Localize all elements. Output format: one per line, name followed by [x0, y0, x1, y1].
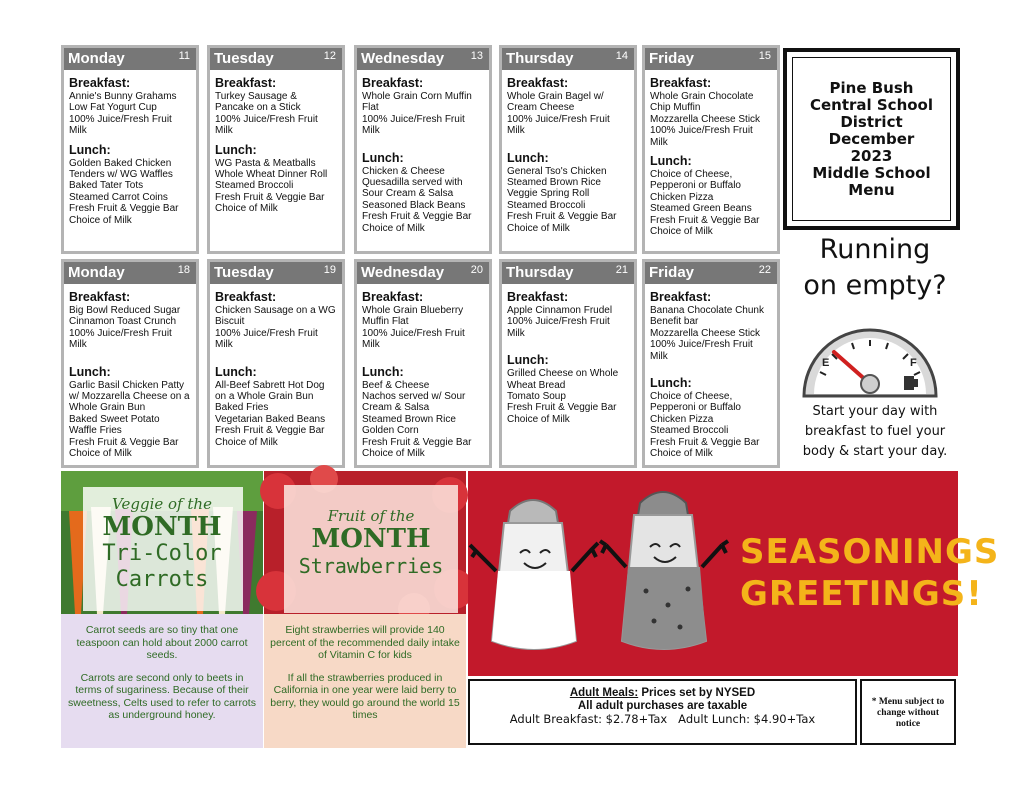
day-header [64, 48, 196, 70]
breakfast-item: 100% Juice/Fresh Fruit [215, 327, 318, 339]
veggie-title-line3: Tri-Color [102, 541, 222, 566]
lunch-item: Cream & Salsa [362, 402, 430, 414]
note-line: change without [876, 708, 940, 718]
lunch-item: Tenders w/ WG Waffles [69, 169, 173, 181]
day-header [210, 262, 342, 284]
title-line: 2023 [850, 146, 893, 165]
lunch-item: Steamed Green Beans [650, 203, 752, 215]
breakfast-label: Breakfast: [362, 76, 424, 90]
breakfast-item: Pancake on a Stick [215, 102, 301, 114]
lunch-label: Lunch: [69, 364, 111, 379]
fuel-gauge-icon [800, 322, 940, 400]
adult-prices: Adult Breakfast: $2.78+Tax Adult Lunch: $4.90+Tax [509, 712, 816, 726]
breakfast-item: 100% Juice/Fresh Fruit [69, 113, 172, 125]
day-menu [64, 284, 196, 459]
lunch-item: Pepperoni or Buffalo [650, 180, 741, 192]
breakfast-item: Milk [507, 327, 525, 339]
lunch-item: Choice of Milk [507, 222, 570, 234]
day-date: 21 [615, 264, 628, 276]
day-card-monday-11 [61, 45, 199, 254]
lunch-label: Lunch: [215, 364, 257, 379]
lunch-item: Choice of Milk [650, 226, 713, 238]
adult-taxable-note: All adult purchases are taxable [577, 700, 748, 712]
lunch-item: Choice of Milk [69, 214, 132, 226]
breakfast-item: Whole Grain Blueberry [362, 305, 464, 316]
day-menu [64, 70, 196, 226]
lunch-item: Fresh Fruit & Veggie Bar [507, 402, 617, 414]
seasonings-greetings-banner [468, 471, 1000, 676]
lunch-label: Lunch: [362, 364, 404, 379]
seasonings-line2: GREETINGS! [740, 574, 983, 614]
breakfast-item: Turkey Sausage & [215, 91, 297, 102]
day-name: Friday [649, 264, 695, 281]
gauge-empty-label: E [822, 357, 830, 369]
breakfast-item: 100% Juice/Fresh Fruit [362, 113, 465, 125]
lunch-item: Golden Baked Chicken [69, 157, 172, 169]
breakfast-item: Milk [362, 125, 380, 137]
gauge-full-label: F [910, 357, 917, 369]
title-line: District [840, 112, 903, 131]
lunch-item: Baked Fries [215, 402, 269, 414]
adult-meals-label: Adult Meals: [569, 687, 639, 699]
title-line: Central School [809, 95, 934, 114]
breakfast-item: 100% Juice/Fresh Fruit [650, 339, 753, 351]
day-date: 22 [758, 264, 771, 276]
breakfast-item: Milk [507, 125, 525, 137]
day-menu [502, 284, 634, 425]
lunch-item: Fresh Fruit & Veggie Bar [650, 214, 760, 226]
lunch-item: Sour Cream & Salsa [362, 188, 454, 200]
breakfast-label: Breakfast: [650, 76, 712, 90]
day-name: Monday [68, 264, 125, 281]
fruit-title-line1: Fruit of the [327, 507, 415, 525]
lunch-item: Fresh Fruit & Veggie Bar [69, 203, 179, 215]
breakfast-item: 100% Juice/Fresh Fruit [507, 316, 610, 328]
breakfast-item: Flat [362, 102, 379, 114]
day-card-thursday-21 [499, 259, 637, 468]
title-line: December [828, 129, 915, 148]
day-card-thursday-14 [499, 45, 637, 254]
breakfast-item: Low Fat Yogurt Cup [69, 102, 157, 114]
lunch-item: Chicken Pizza [650, 191, 714, 203]
lunch-item: Fresh Fruit & Veggie Bar [650, 436, 760, 448]
veggie-fact: Carrot seeds are so tiny that one teaspoon can hold about 2000 carrot seeds. [76, 624, 248, 661]
note-line: * Menu subject to [871, 697, 945, 707]
breakfast-item: Milk [215, 339, 233, 351]
breakfast-label: Breakfast: [69, 290, 131, 304]
lunch-item: Fresh Fruit & Veggie Bar [69, 436, 179, 448]
veggie-facts [61, 614, 263, 748]
lunch-item: General Tso's Chicken [507, 165, 607, 177]
breakfast-item: Big Bowl Reduced Sugar [69, 305, 181, 316]
day-date: 18 [177, 264, 190, 276]
breakfast-item: Muffin Flat [362, 316, 409, 328]
breakfast-label: Breakfast: [507, 290, 569, 304]
day-header [357, 48, 489, 70]
lunch-item: Steamed Broccoli [507, 199, 586, 211]
breakfast-item: Cinnamon Toast Crunch [69, 316, 177, 328]
lunch-item: Chicken & Cheese [362, 165, 445, 177]
breakfast-item: 100% Juice/Fresh Fruit [69, 327, 172, 339]
lunch-item: Choice of Milk [650, 448, 713, 460]
running-line2: on empty? [803, 270, 947, 301]
lunch-item: Steamed Carrot Coins [69, 191, 168, 203]
lunch-item: Fresh Fruit & Veggie Bar [215, 425, 325, 437]
lunch-item: Beef & Cheese [362, 379, 430, 391]
fruit-title-line3: Strawberries [298, 554, 444, 578]
day-header [645, 262, 777, 284]
day-name: Tuesday [214, 264, 274, 281]
veggie-title [81, 495, 243, 593]
running-line1: Running [819, 234, 931, 265]
day-date: 11 [178, 50, 190, 62]
day-header [64, 262, 196, 284]
day-name: Wednesday [361, 264, 445, 281]
fruit-title-line2: MONTH [311, 524, 431, 554]
lunch-item: Choice of Milk [507, 413, 570, 425]
lunch-item: Choice of Cheese, [650, 391, 733, 403]
fuel-message [790, 402, 960, 462]
breakfast-item: Milk [215, 125, 233, 137]
title-line: Menu [848, 180, 895, 199]
lunch-item: Fresh Fruit & Veggie Bar [215, 191, 325, 203]
breakfast-item: Annie's Bunny Grahams [69, 91, 177, 102]
lunch-item: Seasoned Black Beans [362, 199, 466, 211]
day-menu [502, 70, 634, 234]
veggie-title-line4: Carrots [115, 567, 209, 592]
breakfast-item: Apple Cinnamon Frudel [507, 305, 613, 316]
fruit-facts [264, 614, 466, 748]
breakfast-item: Milk [362, 339, 380, 351]
breakfast-item: Milk [650, 136, 668, 148]
breakfast-item: Cream Cheese [507, 102, 575, 114]
day-name: Monday [68, 50, 125, 67]
breakfast-item: Mozzarella Cheese Stick [650, 113, 761, 125]
lunch-item: Pepperoni or Buffalo [650, 402, 741, 414]
fuel-line: Start your day with [812, 404, 938, 419]
breakfast-item: Mozzarella Cheese Stick [650, 327, 761, 339]
breakfast-item: Chicken Sausage on a WG [215, 305, 336, 316]
menu-title-box [783, 48, 960, 230]
lunch-item: Choice of Milk [69, 448, 132, 460]
day-menu [210, 70, 342, 215]
veggie-of-the-month-image [61, 471, 263, 614]
adult-meals-nysed: Prices set by NYSED [638, 687, 756, 699]
day-card-monday-18 [61, 259, 199, 468]
day-menu [210, 284, 342, 448]
lunch-item: Nachos served w/ Sour [362, 391, 466, 403]
lunch-label: Lunch: [362, 150, 404, 165]
day-card-friday-15 [642, 45, 780, 254]
lunch-label: Lunch: [650, 154, 692, 169]
lunch-item: on a Whole Grain Bun [215, 391, 314, 403]
day-menu [357, 284, 489, 459]
breakfast-item: 100% Juice/Fresh Fruit [362, 327, 465, 339]
day-card-tuesday-12 [207, 45, 345, 254]
fuel-line: breakfast to fuel your [804, 424, 946, 439]
salt-and-pepper-shakers-icon [468, 471, 738, 676]
breakfast-label: Breakfast: [215, 290, 277, 304]
lunch-item: Veggie Spring Roll [507, 188, 590, 200]
lunch-item: Tomato Soup [507, 391, 566, 403]
running-on-empty-heading [790, 232, 960, 304]
lunch-item: Grilled Cheese on Whole [507, 368, 619, 380]
veggie-fact: Carrots are second only to beets in terms of sugariness. Because of their sweetness, Celts used to refer to carrots as underground honey. [68, 671, 256, 721]
breakfast-item: 100% Juice/Fresh Fruit [650, 125, 753, 137]
day-name: Wednesday [361, 50, 445, 67]
day-header [502, 262, 634, 284]
day-name: Tuesday [214, 50, 274, 67]
lunch-item: w/ Mozzarella Cheese on a [69, 391, 190, 403]
lunch-item: Waffle Fries [69, 425, 122, 437]
lunch-item: Chicken Pizza [650, 413, 714, 425]
lunch-item: WG Pasta & Meatballs [215, 157, 316, 169]
day-card-wednesday-13 [354, 45, 492, 254]
fruit-fact: Eight strawberries will provide 140 percent of the recommended daily intake of Vitamin C for kids [270, 624, 460, 661]
lunch-item: Fresh Fruit & Veggie Bar [507, 211, 617, 223]
lunch-item: Wheat Bread [507, 379, 566, 391]
day-date: 13 [470, 50, 483, 62]
day-date: 12 [323, 50, 336, 62]
breakfast-item: Whole Grain Corn Muffin [362, 91, 472, 102]
lunch-item: Choice of Cheese, [650, 169, 733, 181]
lunch-item: Vegetarian Baked Beans [215, 413, 326, 425]
breakfast-item: Milk [650, 350, 668, 362]
day-name: Thursday [506, 264, 574, 281]
lunch-item: Whole Wheat Dinner Roll [215, 169, 328, 181]
lunch-item: Quesadilla served with [362, 177, 463, 189]
lunch-item: Choice of Milk [362, 222, 425, 234]
day-date: 15 [758, 50, 771, 62]
lunch-label: Lunch: [650, 376, 692, 391]
fruit-of-the-month-image [264, 471, 466, 614]
breakfast-item: Biscuit [215, 316, 245, 328]
breakfast-label: Breakfast: [215, 76, 277, 90]
lunch-item: Choice of Milk [215, 203, 278, 215]
day-menu [357, 70, 489, 234]
lunch-item: Steamed Broccoli [215, 180, 294, 192]
note-line: notice [895, 719, 921, 729]
breakfast-item: Milk [69, 339, 87, 351]
breakfast-item: Banana Chocolate Chunk [650, 305, 764, 316]
day-header [645, 48, 777, 70]
breakfast-label: Breakfast: [507, 76, 569, 90]
day-name: Thursday [506, 50, 574, 67]
title-line: Pine Bush [829, 78, 914, 97]
lunch-item: Golden Corn [362, 425, 419, 437]
lunch-item: Steamed Brown Rice [362, 413, 456, 425]
menu-subject-note [860, 679, 956, 745]
lunch-item: Baked Tater Tots [69, 180, 144, 192]
day-date: 20 [470, 264, 483, 276]
lunch-item: Whole Grain Bun [69, 402, 146, 414]
lunch-item: Choice of Milk [362, 448, 425, 460]
title-line: Middle School [812, 163, 931, 182]
lunch-label: Lunch: [215, 142, 257, 157]
lunch-item: Steamed Brown Rice [507, 177, 601, 189]
day-menu [645, 284, 777, 459]
breakfast-label: Breakfast: [69, 76, 131, 90]
lunch-label: Lunch: [69, 142, 111, 157]
lunch-item: Baked Sweet Potato [69, 413, 160, 425]
breakfast-item: Milk [69, 125, 87, 137]
day-date: 14 [615, 50, 628, 62]
day-header [502, 48, 634, 70]
breakfast-item: Benefit bar [650, 316, 699, 328]
lunch-label: Lunch: [507, 150, 549, 165]
veggie-title-line1: Veggie of the [112, 495, 212, 513]
fuel-line: body & start your day. [802, 444, 948, 459]
breakfast-label: Breakfast: [362, 290, 424, 304]
lunch-label: Lunch: [507, 353, 549, 368]
fruit-fact: If all the strawberries produced in California in one year were laid berry to berry, they would go around the world 15 times [270, 671, 460, 721]
day-card-friday-22 [642, 259, 780, 468]
lunch-item: Garlic Basil Chicken Patty [69, 379, 185, 391]
day-name: Friday [649, 50, 695, 67]
day-date: 19 [323, 264, 336, 276]
lunch-item: All-Beef Sabrett Hot Dog [215, 379, 325, 391]
veggie-title-line2: MONTH [102, 512, 222, 542]
day-header [357, 262, 489, 284]
breakfast-item: Whole Grain Chocolate [650, 91, 754, 102]
fruit-title [284, 507, 458, 579]
lunch-item: Choice of Milk [215, 436, 278, 448]
lunch-item: Fresh Fruit & Veggie Bar [362, 436, 472, 448]
breakfast-item: 100% Juice/Fresh Fruit [507, 113, 610, 125]
seasonings-line1: SEASONINGS [740, 532, 1000, 572]
menu-title-inner [792, 57, 951, 221]
breakfast-item: 100% Juice/Fresh Fruit [215, 113, 318, 125]
day-menu [645, 70, 777, 237]
lunch-item: Steamed Broccoli [650, 425, 729, 437]
breakfast-item: Whole Grain Bagel w/ [507, 91, 604, 102]
seasonings-greetings-text [740, 531, 999, 615]
day-card-wednesday-20 [354, 259, 492, 468]
lunch-item: Fresh Fruit & Veggie Bar [362, 211, 472, 223]
adult-meals-box [468, 679, 857, 745]
breakfast-label: Breakfast: [650, 290, 712, 304]
day-header [210, 48, 342, 70]
breakfast-item: Chip Muffin [650, 102, 701, 114]
day-card-tuesday-19 [207, 259, 345, 468]
